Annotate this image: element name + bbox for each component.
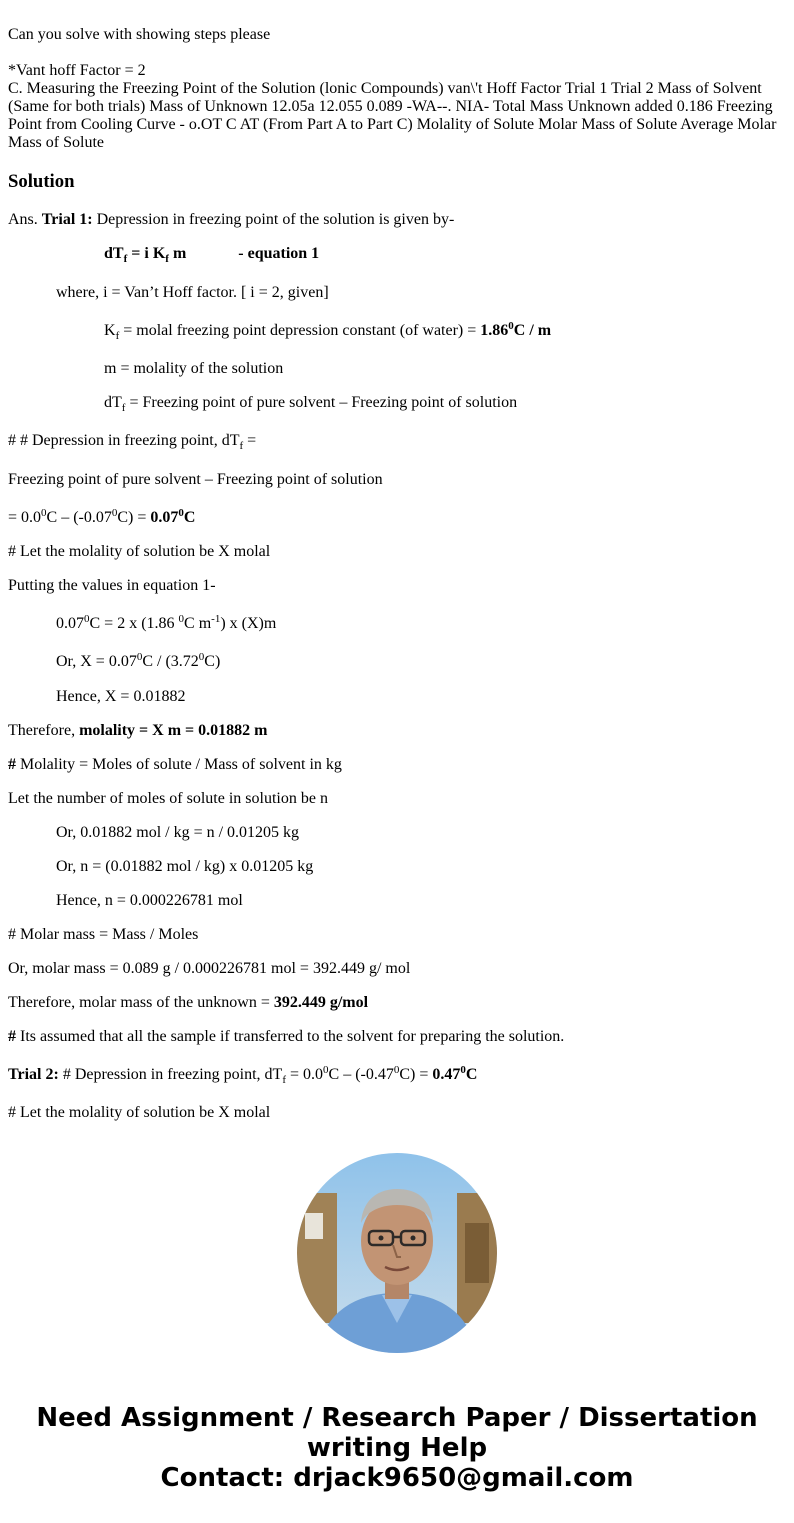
molar-mass-calc: Or, molar mass = 0.089 g / 0.000226781 mol = 392.449 g/ mol <box>8 960 411 977</box>
equation-tag: - equation 1 <box>238 245 320 262</box>
moles-step-2: Or, n = (0.01882 mol / kg) x 0.01205 kg <box>56 858 314 875</box>
question-line-2: *Vant hoff Factor = 2 <box>8 62 146 79</box>
trial2-label: Trial 2: <box>8 1066 59 1083</box>
m-definition: m = molality of the solution <box>104 360 284 377</box>
freezing-point-line: Freezing point of pure solvent – Freezing point of solution <box>8 471 383 488</box>
let-molality-line: # Let the molality of solution be X molal <box>8 543 271 560</box>
molality-definition: # Molality = Moles of solute / Mass of solvent in kg <box>8 756 342 773</box>
moles-step-3: Hence, n = 0.000226781 mol <box>56 892 243 909</box>
trial2-line: Trial 2: # Depression in freezing point, $dT_f = 0.0^0C - (-0.47^0C) = 0.47^0C$ <box>8 1064 478 1086</box>
moles-step-1: Or, 0.01882 mol / kg = n / 0.01205 kg <box>56 824 300 841</box>
molality-result: Therefore, molality = X m = 0.01882 m <box>8 722 268 739</box>
where-line: where, i = Van’t Hoff factor. [ i = 2, given] <box>56 284 329 301</box>
question-line-1: Can you solve with showing steps please <box>8 26 271 43</box>
let-molality-line-2: # Let the molality of solution be X molal <box>8 1104 271 1121</box>
equation-1: $dT_f = i$ $K_f$ m - equation 1 <box>104 245 320 265</box>
solution-heading: Solution <box>8 171 75 192</box>
footer-line-2: writing Help <box>306 1433 488 1463</box>
footer-line-1: Need Assignment / Research Paper / Dissertation <box>36 1403 758 1433</box>
depression-calc: = $0.0^0C - (-0.07^0C) = 0.07^0C$ <box>8 507 196 526</box>
step-1: $0.07^0C = 2$ x (1.86 $^0$C $m^{-1}$) x (X)m <box>56 613 277 632</box>
molar-mass-definition: # Molar mass = Mass / Moles <box>8 926 199 943</box>
ans-trial1-intro: Ans. Trial 1: Depression in freezing point of the solution is given by- <box>8 211 455 228</box>
footer-contact: Contact: drjack9650@gmail.com <box>160 1463 634 1493</box>
molar-mass-result: Therefore, molar mass of the unknown = 392.449 g/mol <box>8 994 369 1011</box>
portrait-image <box>297 1153 497 1353</box>
question-line-3: C. Measuring the Freezing Point of the Solution (lonic Compounds) van\'t Hoff Factor Trial 1 Trial 2 Mass of Solvent (Same for both trials) Mass of Unknown 12.05a 12.055 0.089 -WA--. NIA- Total Mass Unknown added 0.186 Freezing Point from Cooling Curve - o.OT C AT (From Part A to Part C) Molality of Solute Molar Mass of Solute Average Molar Mass of Solute <box>8 80 777 151</box>
step-2: Or, $X = 0.07^0C / (3.72^0C)$ <box>56 651 221 670</box>
dtf-definition: $dT_f$ = Freezing point of pure solvent – Freezing point of solution <box>104 394 518 414</box>
author-avatar <box>297 1153 497 1353</box>
promo-footer <box>0 1403 794 1493</box>
depression-line: # # Depression in freezing point, $dT_f$ = <box>8 432 257 452</box>
kf-definition: $K_f$ = molal freezing point depression constant (of water) = $1.86^0C$ / m <box>104 320 552 342</box>
step-3: Hence, X = 0.01882 <box>56 688 186 705</box>
let-moles-line: Let the number of moles of solute in solution be n <box>8 790 328 807</box>
putting-values-line: Putting the values in equation 1- <box>8 577 216 594</box>
assumption-line: # Its assumed that all the sample if transferred to the solvent for preparing the solution. <box>8 1028 565 1045</box>
trial1-label: Trial 1: <box>41 211 93 228</box>
